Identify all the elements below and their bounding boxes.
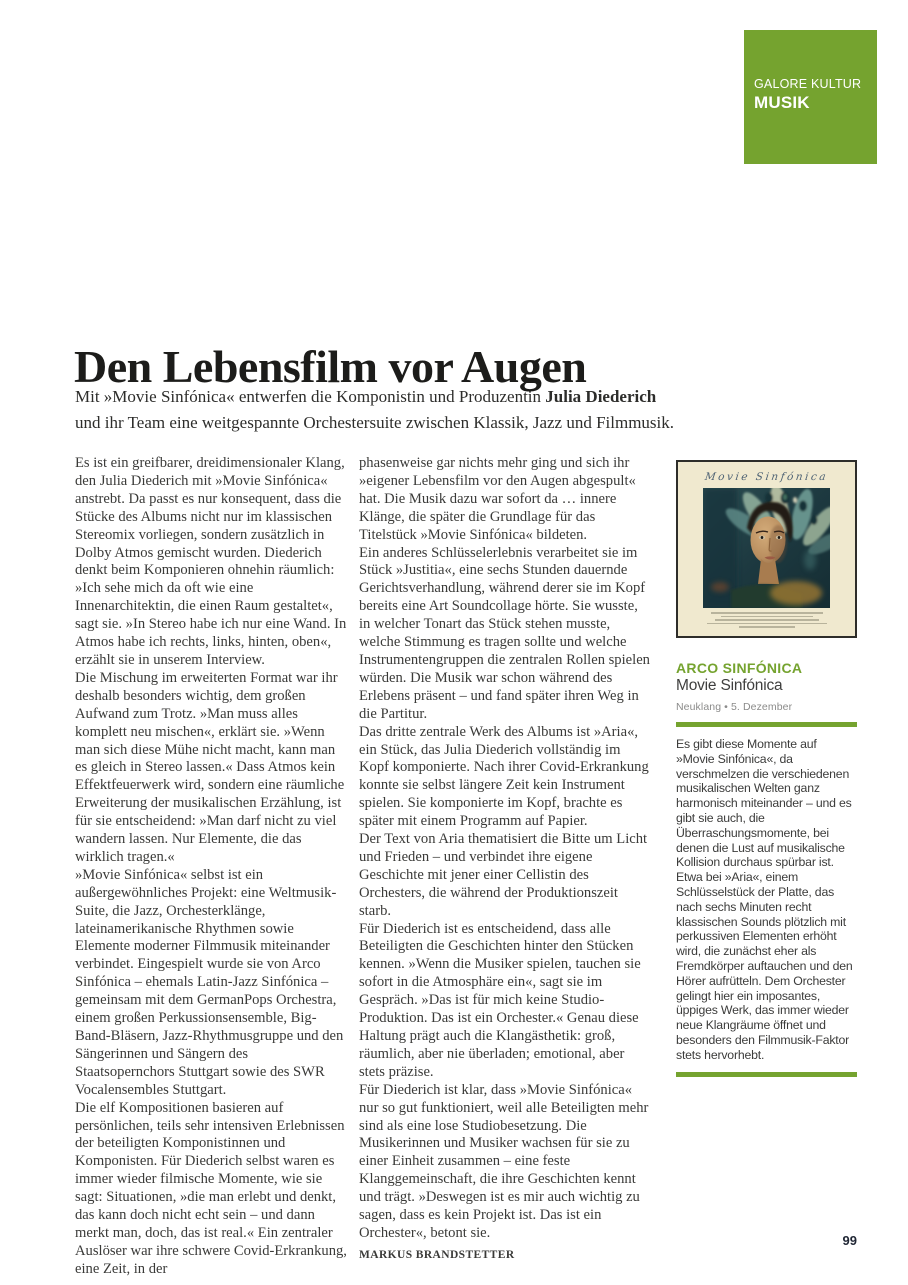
paragraph: phasenweise gar nichts mehr ging und sich ihr »eigener Lebensfilm vor den Augen abgespult« hat. Die Musik dazu war sofort da … innere Klänge, die später die Grundlage für das Titelstück »Movie Sinfónica« bildeten.: [359, 455, 636, 543]
album-cover-title: Movie Sinfónica: [704, 471, 829, 483]
sidebar-artist-name: ARCO SINFÓNICA: [676, 660, 803, 676]
article-byline: MARKUS BRANDSTETTER: [359, 1248, 515, 1261]
paragraph: Der Text von Aria thematisiert die Bitte um Licht und Frieden – und verbindet ihre eigene Geschichte mit jener einer Cellistin des Orchesters, die während der Produktionszeit starb.: [359, 831, 648, 919]
kicker-category: MUSIK: [754, 93, 810, 112]
sidebar-divider-bottom: [676, 1072, 857, 1077]
sidebar-album-name: Movie Sinfónica: [676, 677, 783, 694]
article-column-1: [75, 455, 348, 1279]
paragraph: Es ist ein greifbarer, dreidimensionaler Klang, den Julia Diederich mit »Movie Sinfónica« anstrebt. Da passt es nur konsequent, dass die Stücke des Albums nicht nur im klassischen Stereomix vorliegen, sondern zusätzlich in Dolby Atmos gemischt wurden. Diederich denkt beim Komponieren ohnehin räumlich: »Ich sehe mich da oft wie eine Innenarchitektin, die einen Raum gestaltet«, sagt sie. »In Stereo habe ich nur eine Wand. In Atmos habe ich rechts, links, hinten, oben«, erzählt sie in unserem Interview.: [75, 455, 347, 668]
paragraph: Das dritte zentrale Werk des Albums ist »Aria«, ein Stück, das Julia Diederich vollständig im Kopf komponierte. Nach ihrer Covid-Erkrankung konnte sie selbst längere Zeit kein Instrument spielen. Sie komponierte im Kopf, brachte es später mit einem Programm auf Papier.: [359, 723, 649, 830]
sidebar-release-info: Neuklang • 5. Dezember: [676, 701, 793, 713]
section-kicker-box: [744, 30, 877, 164]
article-intro: [75, 384, 737, 436]
article-title: Den Lebensfilm vor Augen: [74, 340, 587, 392]
article-column-2: [359, 455, 652, 1265]
sidebar-review-text: Es gibt diese Momente auf »Movie Sinfónica«, da verschmelzen die verschiedenen musikalischen Welten ganz harmonisch miteinander – und es gibt sie auch, die Überraschungsmomente, bei denen die Lust auf musikalische Kollision durchaus spürbar ist. Etwa bei »Aria«, einem Schlüsselstück der Platte, das nach sechs Minuten recht klassischen Sounds plötzlich mit perkussiven Elementen erhöht wird, die zunächst eher als Fremdkörper auftauchen und den Hörer aufrütteln. Dem Orchester gelingt hier ein imposantes, üppiges Werk, das immer wieder neue Klangräume öffnet und besonders den Filmmusik-Faktor stets hervorhebt.: [676, 737, 853, 1062]
paragraph: Die Mischung im erweiterten Format war ihr deshalb besonders wichtig, dem großen Aufwand zum Trotz. »Man muss alles komplett neu mischen«, erklärt sie. »Wenn man sich diese Mühe nicht macht, kann man es gleich in Stereo lassen.« Dass Atmos kein Effektfeuerwerk wird, sondern eine räumliche Erweiterung der musikalischen Erzählung, ist für sie entscheidend: »Man darf nicht zu viel wandern lassen. Nur Elemente, die das wirklich tragen.«: [75, 669, 345, 865]
paragraph: Für Diederich ist es entscheidend, dass alle Beteiligten die Geschichten hinter den Stücken kennen. »Wenn die Musiker spielen, tauchen sie sofort in die Atmosphäre ein«, sagt sie im Gespräch. »Das ist für mich keine Studio-Produktion. Das ist ein Orchester.« Genau diese Haltung prägt auch die Klangästhetik: groß, räumlich, aber nie überladen; emotional, aber stets präzise.: [359, 920, 641, 1080]
album-credits: [678, 612, 855, 628]
intro-author-name: Julia Diederich: [545, 387, 657, 406]
sidebar-divider-top: [676, 722, 857, 727]
intro-text-pre: Mit »Movie Sinfónica« entwerfen die Komponistin und Produzentin: [75, 387, 546, 406]
kicker-magazine-section: GALORE KULTUR: [754, 77, 862, 91]
review-sidebar: [676, 460, 857, 1077]
paragraph: Ein anderes Schlüsselerlebnis verarbeitet sie im Stück »Justitia«, eine sechs Stunden dauernde Gerichtsverhandlung, während derer sie im Kopf bereits eine Art Soundcollage hörte. Sie wusste, in welcher Tonart das Stück stehen musste, welche Stimmung es tragen sollte und welche Instrumentengruppen die zentralen Rollen spielen würden. Die Musik war schon während des Erlebens präsent – und fand später ihren Weg in die Partitur.: [359, 544, 650, 722]
album-cover-art: [703, 488, 830, 608]
album-cover: [676, 460, 857, 638]
page-number: 99: [842, 1233, 857, 1248]
paragraph: Für Diederich ist klar, dass »Movie Sinfónica« nur so gut funktioniert, weil alle Beteiligten mehr sind als eine lose Studiobesetzung. Die Musikerinnen und Musiker wachsen für sie zu einer Einheit zusammen – eine feste Klanggemeinschaft, die ihre Geschichten kennt und trägt. »Deswegen ist es mir auch wichtig zu sagen, dass es kein Projekt ist. Das ist ein Orchester«, betont sie.: [359, 1081, 649, 1241]
paragraph: »Movie Sinfónica« selbst ist ein außergewöhnliches Projekt: eine Weltmusik-Suite, die Jazz, Orchesterklänge, lateinamerikanische Rhythmen sowie Elemente moderner Filmmusik miteinander verbindet. Eingespielt wurde sie von Arco Sinfónica – ehemals Latin-Jazz Sinfónica – gemeinsam mit dem GermanPops Orchestra, einem großen Perkussionsensemble, Big-Band-Bläsern, Jazz-Rhythmusgruppe und den Sängerinnen und Sängern des Staatsopernchors Stuttgart sowie des SWR Vocalensembles Stuttgart.: [75, 866, 344, 1098]
intro-text-post: und ihr Team eine weitgespannte Orchestersuite zwischen Klassik, Jazz und Filmmusik.: [75, 413, 675, 432]
paragraph: Die elf Kompositionen basieren auf persönlichen, teils sehr intensiven Erlebnissen der beteiligten Komponistinnen und Komponisten. Für Diederich selbst waren es immer wieder filmische Momente, wie sie sagt: Situationen, »die man erlebt und denkt, das kann doch nicht echt sein – und dann merkt man, doch, das ist real.« Ein zentraler Auslöser war ihre schwere Covid-Erkrankung, eine Zeit, in der: [75, 1099, 347, 1277]
